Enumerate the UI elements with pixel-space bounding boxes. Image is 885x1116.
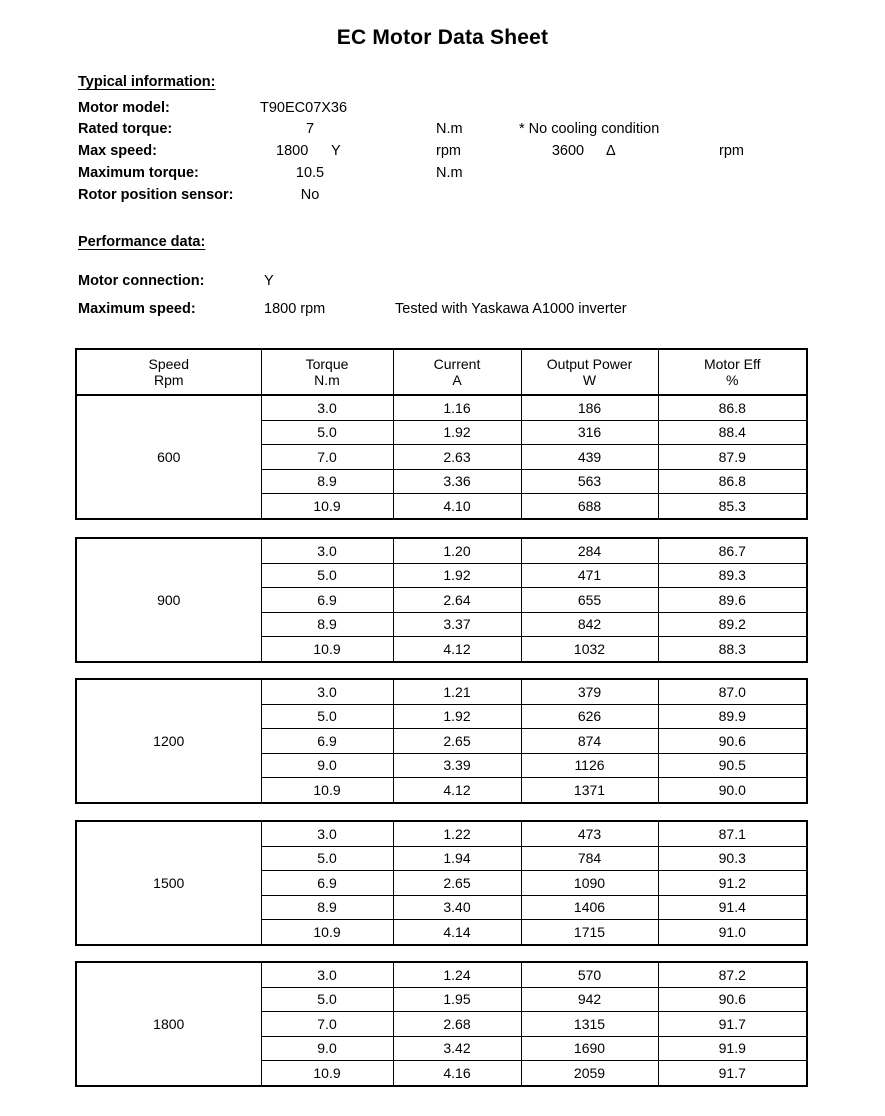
cell-current: 4.16 <box>393 1061 521 1086</box>
cell-power: 284 <box>521 538 658 563</box>
cell-eff: 91.2 <box>658 871 807 896</box>
cell-torque: 3.0 <box>261 538 393 563</box>
cell-torque: 6.9 <box>261 588 393 613</box>
cell-current: 2.65 <box>393 871 521 896</box>
info-row-rated-torque <box>0 121 885 142</box>
cell-eff: 91.4 <box>658 895 807 920</box>
typical-information-heading: Typical information: <box>78 74 216 90</box>
column-header-name: Torque <box>305 355 349 372</box>
column-header-name: Motor Eff <box>703 355 761 372</box>
cell-eff: 87.0 <box>658 679 807 704</box>
max-speed-unit-y: rpm <box>436 143 461 159</box>
cell-torque: 6.9 <box>261 729 393 754</box>
cell-current: 3.42 <box>393 1036 521 1061</box>
cell-current: 4.14 <box>393 920 521 945</box>
cell-torque: 10.9 <box>261 637 393 662</box>
cell-torque: 7.0 <box>261 445 393 470</box>
cell-torque: 3.0 <box>261 679 393 704</box>
cell-eff: 88.4 <box>658 420 807 445</box>
motor-model-value: T90EC07X36 <box>260 100 348 116</box>
column-header-output-power <box>521 349 658 395</box>
cell-current: 2.65 <box>393 729 521 754</box>
cell-torque: 3.0 <box>261 821 393 846</box>
cell-power: 842 <box>521 612 658 637</box>
rated-torque-value: 7 <box>305 121 315 137</box>
cell-torque: 10.9 <box>261 920 393 945</box>
cell-current: 1.94 <box>393 846 521 871</box>
maximum-torque-label: Maximum torque: <box>78 165 199 181</box>
cell-current: 4.12 <box>393 778 521 803</box>
max-speed-unit-delta: rpm <box>719 143 744 159</box>
cell-eff: 91.9 <box>658 1036 807 1061</box>
max-speed-label: Max speed: <box>78 143 157 159</box>
column-header-torque <box>261 349 393 395</box>
cell-eff: 89.6 <box>658 588 807 613</box>
cell-power: 439 <box>521 445 658 470</box>
column-header-current <box>393 349 521 395</box>
cell-power: 570 <box>521 962 658 987</box>
cell-current: 1.24 <box>393 962 521 987</box>
cell-power: 874 <box>521 729 658 754</box>
cell-current: 4.10 <box>393 494 521 519</box>
cell-current: 2.64 <box>393 588 521 613</box>
cell-torque: 6.9 <box>261 871 393 896</box>
cell-torque: 9.0 <box>261 1036 393 1061</box>
cell-torque: 5.0 <box>261 704 393 729</box>
cell-torque: 10.9 <box>261 778 393 803</box>
performance-table-600 <box>75 348 808 520</box>
cell-torque: 8.9 <box>261 469 393 494</box>
cell-current: 3.36 <box>393 469 521 494</box>
info-row-motor-model <box>0 100 885 121</box>
cell-power: 784 <box>521 846 658 871</box>
cell-eff: 91.7 <box>658 1061 807 1086</box>
cell-torque: 10.9 <box>261 1061 393 1086</box>
column-header-name: Speed <box>148 355 189 372</box>
cell-power: 655 <box>521 588 658 613</box>
cell-torque: 5.0 <box>261 987 393 1012</box>
cell-power: 1690 <box>521 1036 658 1061</box>
cell-power: 471 <box>521 563 658 588</box>
cell-torque: 8.9 <box>261 895 393 920</box>
max-speed-value-delta: 3600 <box>551 143 585 159</box>
cell-torque: 7.0 <box>261 1012 393 1037</box>
performance-table-1800 <box>75 961 808 1087</box>
cell-torque: 10.9 <box>261 494 393 519</box>
cell-eff: 86.7 <box>658 538 807 563</box>
cell-eff: 87.9 <box>658 445 807 470</box>
cell-eff: 87.1 <box>658 821 807 846</box>
maximum-torque-unit: N.m <box>436 165 463 181</box>
rotor-position-sensor-label: Rotor position sensor: <box>78 187 234 203</box>
info-row-maximum-torque <box>0 165 885 186</box>
speed-cell: 600 <box>76 395 261 519</box>
cell-eff: 90.6 <box>658 987 807 1012</box>
speed-cell: 1500 <box>76 821 261 945</box>
info-row-motor-connection <box>0 273 885 294</box>
cell-eff: 88.3 <box>658 637 807 662</box>
column-header-unit: N.m <box>314 372 340 388</box>
maximum-speed-label: Maximum speed: <box>78 301 196 317</box>
cell-current: 2.63 <box>393 445 521 470</box>
cell-current: 1.92 <box>393 704 521 729</box>
wye-connection-symbol: Y <box>331 143 341 159</box>
cell-current: 1.92 <box>393 420 521 445</box>
maximum-speed-value: 1800 rpm <box>264 301 326 317</box>
cell-power: 1406 <box>521 895 658 920</box>
cell-eff: 90.3 <box>658 846 807 871</box>
column-header-motor-eff <box>658 349 807 395</box>
performance-data-heading: Performance data: <box>78 234 206 250</box>
column-header-name: Output Power <box>546 355 633 372</box>
inverter-test-note: Tested with Yaskawa A1000 inverter <box>395 301 627 317</box>
cell-current: 3.40 <box>393 895 521 920</box>
cell-eff: 90.0 <box>658 778 807 803</box>
motor-connection-value: Y <box>264 273 274 289</box>
cell-power: 1126 <box>521 753 658 778</box>
cell-power: 688 <box>521 494 658 519</box>
cell-eff: 89.9 <box>658 704 807 729</box>
column-header-unit: Rpm <box>153 372 184 388</box>
cell-current: 2.68 <box>393 1012 521 1037</box>
cell-eff: 86.8 <box>658 395 807 420</box>
column-header-speed <box>76 349 261 395</box>
cell-eff: 91.0 <box>658 920 807 945</box>
performance-table-1500 <box>75 820 808 946</box>
motor-model-label: Motor model: <box>78 100 170 116</box>
rated-torque-unit: N.m <box>436 121 463 137</box>
speed-cell: 1200 <box>76 679 261 803</box>
performance-table-1200 <box>75 678 808 804</box>
cooling-condition-note: * No cooling condition <box>519 121 660 137</box>
max-speed-value-y: 1800 <box>276 143 309 159</box>
cell-current: 1.16 <box>393 395 521 420</box>
cell-power: 563 <box>521 469 658 494</box>
table-row <box>76 679 807 704</box>
cell-eff: 89.2 <box>658 612 807 637</box>
cell-power: 1090 <box>521 871 658 896</box>
cell-power: 2059 <box>521 1061 658 1086</box>
cell-eff: 90.5 <box>658 753 807 778</box>
cell-eff: 86.8 <box>658 469 807 494</box>
table-row <box>76 395 807 420</box>
info-row-max-speed <box>0 143 885 164</box>
cell-power: 379 <box>521 679 658 704</box>
cell-power: 1032 <box>521 637 658 662</box>
cell-current: 1.95 <box>393 987 521 1012</box>
cell-torque: 3.0 <box>261 962 393 987</box>
motor-connection-label: Motor connection: <box>78 273 205 289</box>
cell-power: 473 <box>521 821 658 846</box>
speed-cell: 1800 <box>76 962 261 1086</box>
performance-table-900 <box>75 537 808 663</box>
page-title: EC Motor Data Sheet <box>336 26 549 49</box>
cell-current: 1.92 <box>393 563 521 588</box>
cell-current: 4.12 <box>393 637 521 662</box>
cell-eff: 85.3 <box>658 494 807 519</box>
column-header-name: Current <box>433 355 481 372</box>
cell-power: 942 <box>521 987 658 1012</box>
cell-torque: 3.0 <box>261 395 393 420</box>
cell-current: 1.22 <box>393 821 521 846</box>
cell-current: 3.39 <box>393 753 521 778</box>
cell-power: 626 <box>521 704 658 729</box>
column-header-unit: A <box>452 372 462 388</box>
column-header-unit: W <box>582 372 597 388</box>
cell-power: 1315 <box>521 1012 658 1037</box>
info-row-maximum-speed <box>0 301 885 322</box>
cell-current: 1.20 <box>393 538 521 563</box>
cell-torque: 5.0 <box>261 563 393 588</box>
cell-power: 186 <box>521 395 658 420</box>
cell-torque: 5.0 <box>261 420 393 445</box>
column-header-unit: % <box>726 372 739 388</box>
rated-torque-label: Rated torque: <box>78 121 173 137</box>
cell-eff: 89.3 <box>658 563 807 588</box>
table-header-row <box>76 349 807 395</box>
cell-power: 1715 <box>521 920 658 945</box>
rotor-position-sensor-value: No <box>300 187 320 203</box>
cell-torque: 5.0 <box>261 846 393 871</box>
table-row <box>76 821 807 846</box>
speed-cell: 900 <box>76 538 261 662</box>
cell-torque: 8.9 <box>261 612 393 637</box>
cell-power: 1371 <box>521 778 658 803</box>
table-row <box>76 538 807 563</box>
maximum-torque-value: 10.5 <box>295 165 325 181</box>
info-row-rotor-position-sensor <box>0 187 885 208</box>
cell-torque: 9.0 <box>261 753 393 778</box>
cell-eff: 87.2 <box>658 962 807 987</box>
cell-current: 1.21 <box>393 679 521 704</box>
cell-power: 316 <box>521 420 658 445</box>
delta-connection-symbol: Δ <box>606 143 616 159</box>
cell-eff: 90.6 <box>658 729 807 754</box>
cell-eff: 91.7 <box>658 1012 807 1037</box>
cell-current: 3.37 <box>393 612 521 637</box>
table-row <box>76 962 807 987</box>
